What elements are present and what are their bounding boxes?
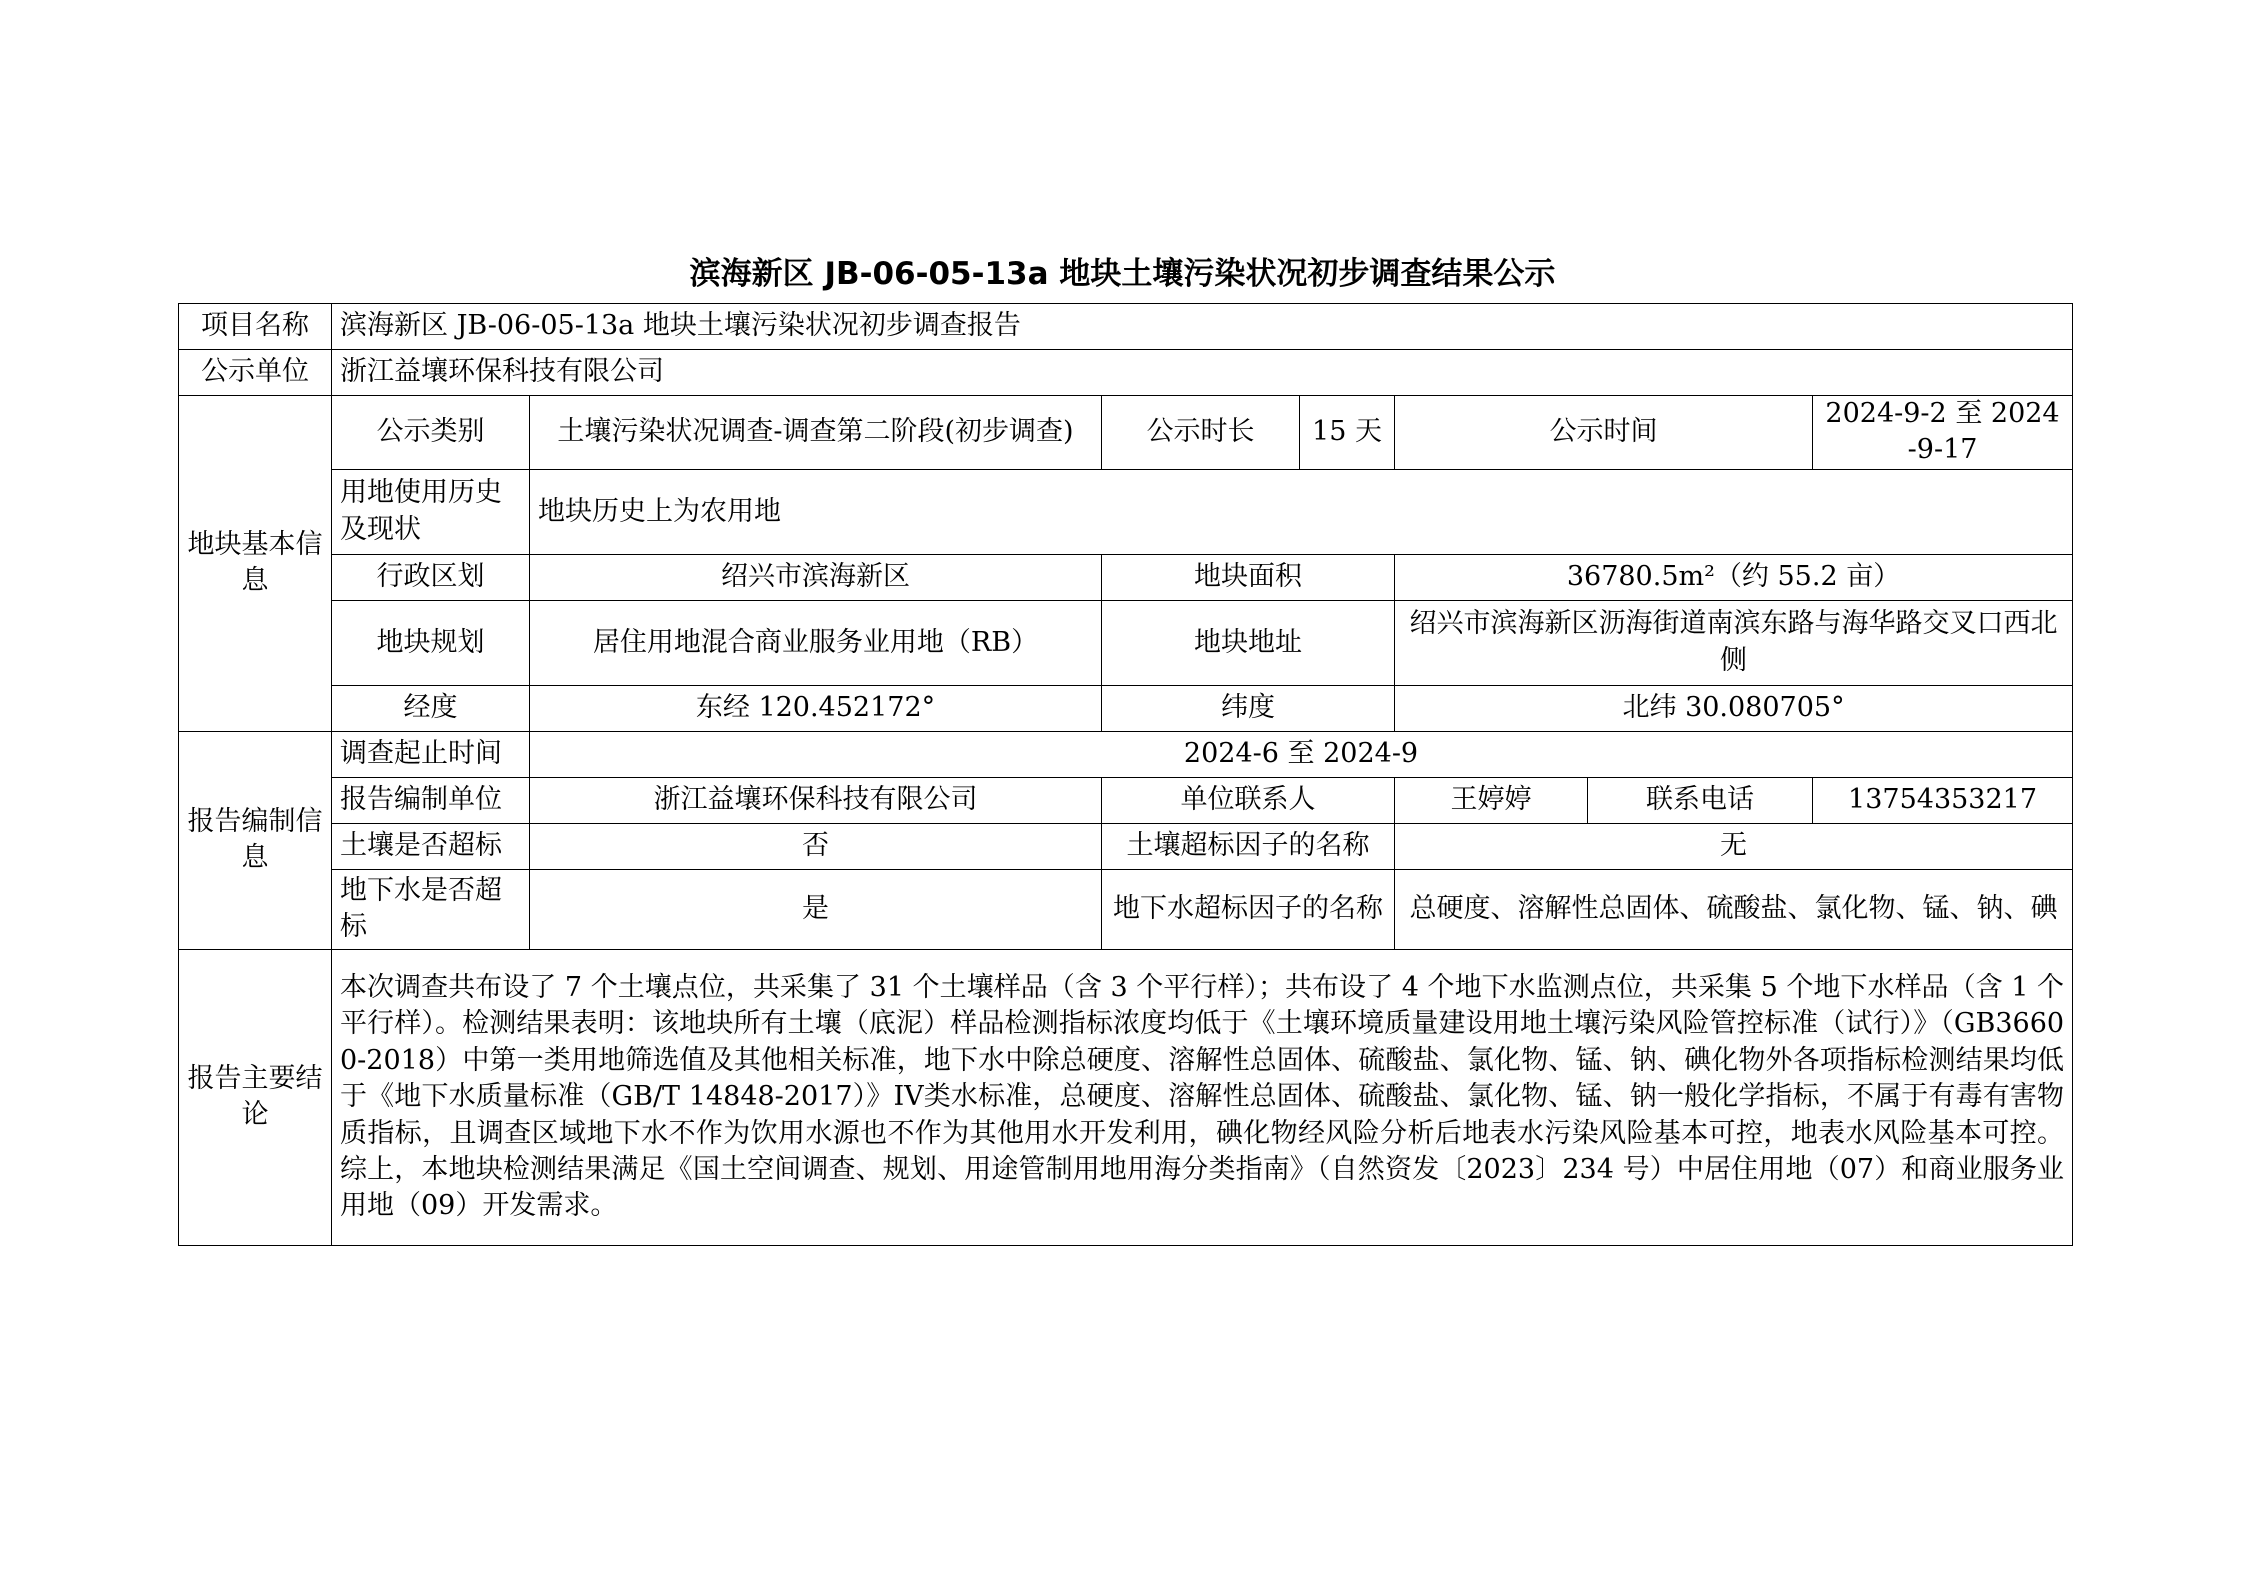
planning-row (179, 600, 2073, 685)
project-name-value: 滨海新区 JB-06-05-13a 地块土壤污染状况初步调查报告 (332, 304, 2073, 350)
project-name-label: 项目名称 (179, 304, 332, 350)
soil-exceed-row (179, 823, 2073, 869)
planning-label: 地块规划 (332, 600, 530, 685)
longitude-label: 经度 (332, 685, 530, 731)
soil-exceed-value: 否 (530, 823, 1102, 869)
survey-period-value: 2024-6 至 2024-9 (530, 731, 2073, 777)
publish-time-value: 2024-9-2 至 2024-9-17 (1813, 396, 2073, 470)
publish-unit-row (179, 350, 2073, 396)
area-value: 36780.5m²（约 55.2 亩） (1395, 554, 2073, 600)
address-value: 绍兴市滨海新区沥海街道南滨东路与海华路交叉口西北侧 (1395, 600, 2073, 685)
publish-unit-value: 浙江益壤环保科技有限公司 (332, 350, 2073, 396)
planning-value: 居住用地混合商业服务业用地（RB） (530, 600, 1102, 685)
groundwater-factor-label: 地下水超标因子的名称 (1102, 869, 1395, 949)
publish-unit-label: 公示单位 (179, 350, 332, 396)
latitude-label: 纬度 (1102, 685, 1395, 731)
plot-info-section-label: 地块基本信息 (179, 396, 332, 732)
groundwater-exceed-value: 是 (530, 869, 1102, 949)
report-info-section-label: 报告编制信息 (179, 731, 332, 949)
conclusion-label: 报告主要结论 (179, 949, 332, 1245)
contact-value: 王婷婷 (1395, 777, 1588, 823)
coordinates-row (179, 685, 2073, 731)
report-org-label: 报告编制单位 (332, 777, 530, 823)
latitude-value: 北纬 30.080705° (1395, 685, 2073, 731)
address-label: 地块地址 (1102, 600, 1395, 685)
category-label: 公示类别 (332, 396, 530, 470)
duration-value: 15 天 (1300, 396, 1395, 470)
conclusion-text: 本次调查共布设了 7 个土壤点位，共采集了 31 个土壤样品（含 3 个平行样）；共布设了 4 个地下水监测点位，共采集 5 个地下水样品（含 1 个平行样）。检测结果表明：该地块所有土壤（底泥）样品检测指标浓度均低于《土壤环境质量建设用地土壤污染风险管控标准（试行）》（GB36600-2018）中第一类用地筛选值及其他相关标准，地下水中除总硬度、溶解性总固体、硫酸盐、氯化物、锰、钠、碘化物外各项指标检测结果均低于《地下水质量标准（GB/T 14848-2017）》IV类水标准，总硬度、溶解性总固体、硫酸盐、氯化物、锰、钠一般化学指标，不属于有毒有害物质指标，且调查区域地下水不作为饮用水源也不作为其他用水开发利用，碘化物经风险分析后地表水污染风险基本可控，地表水风险基本可控。综上，本地块检测结果满足《国土空间调查、规划、用途管制用地用海分类指南》（自然资发〔2023〕234 号）中居住用地（07）和商业服务业用地（09）开发需求。 (332, 949, 2073, 1245)
report-org-row (179, 777, 2073, 823)
duration-label: 公示时长 (1102, 396, 1300, 470)
district-row (179, 554, 2073, 600)
groundwater-exceed-label: 地下水是否超标 (332, 869, 530, 949)
phone-value: 13754353217 (1813, 777, 2073, 823)
longitude-value: 东经 120.452172° (530, 685, 1102, 731)
category-value: 土壤污染状况调查-调查第二阶段(初步调查) (530, 396, 1102, 470)
survey-period-row (179, 731, 2073, 777)
land-history-value: 地块历史上为农用地 (530, 469, 2073, 554)
soil-exceed-label: 土壤是否超标 (332, 823, 530, 869)
groundwater-exceed-row (179, 869, 2073, 949)
soil-factor-value: 无 (1395, 823, 2073, 869)
land-history-label: 用地使用历史及现状 (332, 469, 530, 554)
conclusion-row (179, 949, 2073, 1245)
document-title: 滨海新区 JB-06-05-13a 地块土壤污染状况初步调查结果公示 (689, 256, 1556, 292)
category-row (179, 396, 2073, 470)
area-label: 地块面积 (1102, 554, 1395, 600)
district-value: 绍兴市滨海新区 (530, 554, 1102, 600)
soil-factor-label: 土壤超标因子的名称 (1102, 823, 1395, 869)
contact-label: 单位联系人 (1102, 777, 1395, 823)
phone-label: 联系电话 (1588, 777, 1813, 823)
land-history-row (179, 469, 2073, 554)
project-name-row (179, 304, 2073, 350)
survey-period-label: 调查起止时间 (332, 731, 530, 777)
disclosure-table (178, 303, 2073, 1246)
publish-time-label: 公示时间 (1395, 396, 1813, 470)
district-label: 行政区划 (332, 554, 530, 600)
groundwater-factor-value: 总硬度、溶解性总固体、硫酸盐、氯化物、锰、钠、碘 (1395, 869, 2073, 949)
report-org-value: 浙江益壤环保科技有限公司 (530, 777, 1102, 823)
